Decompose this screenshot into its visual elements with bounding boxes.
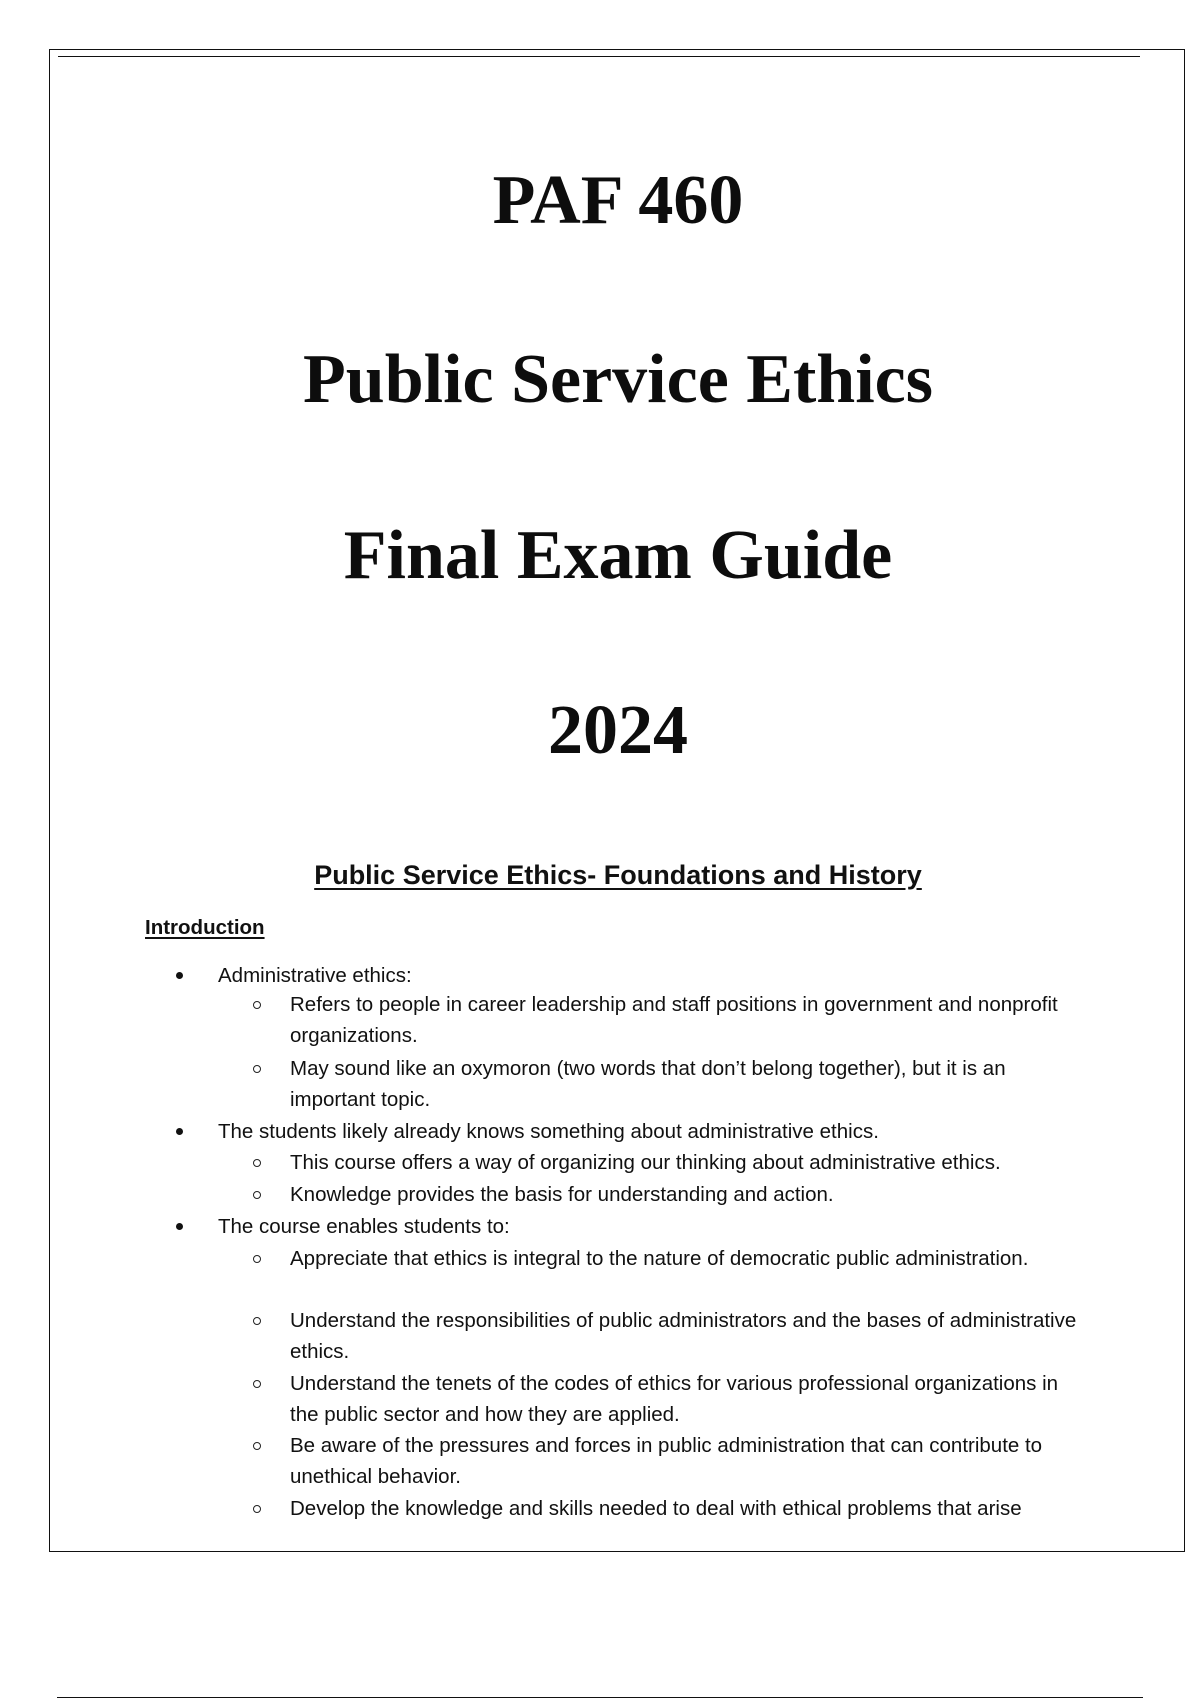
sub-bullet-circle-icon bbox=[253, 1255, 261, 1263]
sub-bullet-text: Knowledge provides the basis for understanding and action. bbox=[290, 1183, 834, 1206]
section-heading: Public Service Ethics- Foundations and History bbox=[314, 860, 922, 890]
sub-bullet-text: May sound like an oxymoron (two words that don’t belong together), but it is an important topic. bbox=[290, 1057, 1006, 1111]
bullet-text: The course enables students to: bbox=[218, 1215, 510, 1238]
sub-bullet-circle-icon bbox=[253, 1065, 261, 1073]
bullet-list bbox=[50, 50, 1186, 1551]
course-code-title: PAF 460 bbox=[492, 162, 744, 239]
bullet-item bbox=[218, 960, 1098, 991]
sub-bullet-item bbox=[290, 1147, 1090, 1178]
sub-bullet-text: This course offers a way of organizing our thinking about administrative ethics. bbox=[290, 1151, 1001, 1174]
sub-bullet-text: Understand the responsibilities of public administrators and the bases of administrative ethics. bbox=[290, 1309, 1077, 1363]
sub-bullet-item bbox=[290, 1368, 1090, 1430]
bullet-dot-icon bbox=[176, 972, 183, 979]
sub-bullet-circle-icon bbox=[253, 1001, 261, 1009]
sub-bullet-item bbox=[290, 1243, 1090, 1274]
sub-bullet-circle-icon bbox=[253, 1442, 261, 1450]
sub-bullet-text: Understand the tenets of the codes of ethics for various professional organizations in the public sector and how they are applied. bbox=[290, 1372, 1059, 1426]
bullet-text: Administrative ethics: bbox=[218, 964, 412, 987]
bullet-item bbox=[218, 1211, 1098, 1242]
sub-bullet-circle-icon bbox=[253, 1191, 261, 1199]
sub-bullet-circle-icon bbox=[253, 1505, 261, 1513]
sub-bullet-text: Develop the knowledge and skills needed to deal with ethical problems that arise bbox=[290, 1497, 1022, 1520]
bottom-rule bbox=[57, 1697, 1143, 1698]
sub-bullet-item bbox=[290, 1179, 1090, 1210]
document-type-title: Final Exam Guide bbox=[343, 517, 893, 594]
sub-bullet-item bbox=[290, 1305, 1090, 1367]
sub-bullet-circle-icon bbox=[253, 1380, 261, 1388]
page-frame bbox=[49, 49, 1185, 1552]
sub-bullet-item bbox=[290, 1430, 1090, 1492]
course-name-title: Public Service Ethics bbox=[303, 341, 933, 418]
sub-bullet-item bbox=[290, 989, 1090, 1051]
sub-bullet-text: Be aware of the pressures and forces in public administration that can contribute to unethical behavior. bbox=[290, 1434, 1043, 1488]
introduction-heading: Introduction bbox=[145, 916, 265, 939]
bullet-dot-icon bbox=[176, 1223, 183, 1230]
bullet-dot-icon bbox=[176, 1128, 183, 1135]
sub-bullet-item bbox=[290, 1493, 1090, 1524]
bullet-text: The students likely already knows something about administrative ethics. bbox=[218, 1120, 879, 1143]
sub-bullet-text: Refers to people in career leadership and staff positions in government and nonprofit organizations. bbox=[290, 993, 1058, 1047]
sub-bullet-item bbox=[290, 1053, 1090, 1115]
sub-bullet-circle-icon bbox=[253, 1317, 261, 1325]
year-title: 2024 bbox=[548, 692, 688, 769]
bullet-item bbox=[218, 1116, 1098, 1147]
sub-bullet-circle-icon bbox=[253, 1159, 261, 1167]
sub-bullet-text: Appreciate that ethics is integral to the nature of democratic public administration. bbox=[290, 1247, 1029, 1270]
